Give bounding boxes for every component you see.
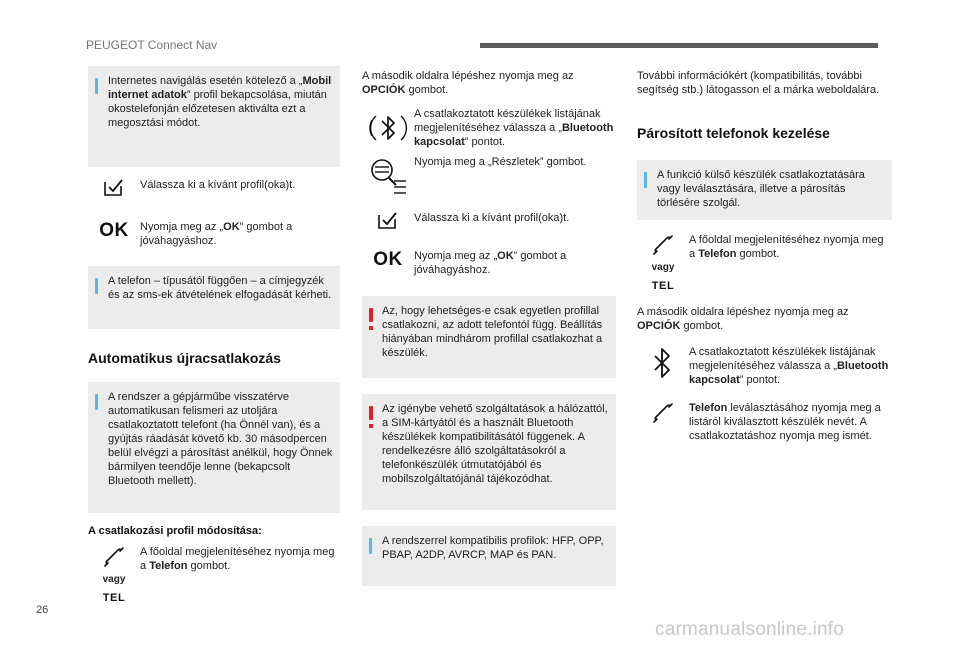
step-text: A főoldal megjelenítéséhez nyomja meg a Telefon gombot. [689, 233, 884, 260]
warning-icon [369, 406, 373, 420]
step-text: Telefon leválasztásához nyomja meg a listáról kiválasztott készülék nevét. A csatlakoztatáshoz nyomja meg ismét. [689, 402, 881, 443]
info-icon [95, 278, 98, 294]
step-ok [362, 250, 616, 278]
phone-icon [652, 234, 674, 256]
step-text: Válassza ki a kívánt profil(oka)t. [140, 179, 296, 191]
info-text: A rendszerrel kompatibilis profilok: HFP, OPP, PBAP, A2DP, AVRCP, MAP és PAN. [382, 534, 604, 561]
step-disconnect [637, 402, 892, 444]
or-label: vagy [102, 573, 126, 585]
tel-button-label: TEL [102, 592, 126, 605]
step-details [362, 156, 616, 196]
header-title: PEUGEOT Connect Nav [86, 38, 218, 52]
step-bluetooth [637, 346, 892, 388]
options-text: A második oldalra lépéshez nyomja meg az OPCIÓK gombot. [637, 306, 849, 333]
info-text: A telefon – típusától függően – a címjegyzék és az sms-ek átvételének elfogadását kérheti. [108, 274, 332, 301]
step-text: Válassza ki a kívánt profil(oka)t. [414, 211, 570, 224]
header-bar [480, 43, 878, 48]
checkbox-icon [378, 212, 398, 230]
watermark: carmanualsonline.info [655, 619, 845, 640]
or-label: vagy [651, 261, 675, 273]
intro-text: További információkért (kompatibilitás, további segítség stb.) látogasson el a márka weboldalára. [637, 70, 880, 96]
step-select-profile [362, 212, 616, 230]
column-2 [362, 70, 616, 586]
info-text: A funkció külső készülék csatlakoztatására vagy leválasztására, illetve a párosítás törlésére szolgál. [657, 168, 865, 209]
section-heading: Párosított telefonok kezelése [637, 124, 830, 141]
step-phone [88, 546, 340, 607]
step-text: Nyomja meg az „OK” gombot a jóváhagyáshoz. [414, 249, 567, 276]
warning-box-services [362, 394, 616, 510]
details-search-icon [368, 156, 408, 196]
step-bluetooth [362, 108, 616, 150]
info-icon [369, 538, 372, 554]
info-icon [644, 172, 647, 188]
ok-icon: OK [373, 248, 403, 270]
info-text: Internetes navigálás esetén kötelező a „Mobil internet adatok” profil bekapcsolása, miután okostelefonján előzetesen aktiválta ezt a megosztási módot. [108, 75, 332, 129]
info-box-auto-reconnect [88, 382, 340, 513]
step-text: Nyomja meg az „OK” gombot a jóváhagyáshoz. [140, 221, 293, 247]
section-heading: Automatikus újracsatlakozás [88, 349, 281, 366]
info-box-compatible-profiles [362, 526, 616, 586]
step-select-profile [88, 179, 340, 197]
warning-icon [369, 308, 373, 322]
phone-icon [103, 546, 125, 568]
step-text: Nyomja meg a „Részletek” gombot. [414, 155, 587, 168]
subheading: A csatlakozási profil módosítása: [88, 524, 262, 537]
step-text: A csatlakoztatott készülékek listájának megjelenítéséhez válassza a „Bluetooth kapcsolat” pontot. [414, 107, 614, 148]
bluetooth-icon [368, 108, 408, 148]
info-box-contacts [88, 266, 340, 329]
step-phone [637, 234, 892, 295]
step-text: A csatlakoztatott készülékek listájának megjelenítéséhez válassza a „Bluetooth kapcsolat” pontot. [689, 346, 889, 387]
warning-box-profiles [362, 296, 616, 378]
ok-icon: OK [99, 220, 129, 241]
column-1 [88, 66, 340, 606]
intro-text: A második oldalra lépéshez nyomja meg az OPCIÓK gombot. [362, 70, 574, 96]
info-box-paired-phones [637, 160, 892, 220]
bluetooth-icon [652, 346, 674, 380]
tel-button-label: TEL [651, 280, 675, 293]
step-ok [88, 221, 340, 249]
page-number: 26 [36, 604, 49, 616]
step-text: A főoldal megjelenítéséhez nyomja meg a Telefon gombot. [140, 545, 335, 572]
checkbox-icon [104, 179, 124, 197]
phone-icon [652, 402, 674, 424]
warning-text: Az igénybe vehető szolgáltatások a hálózattól, a SIM-kártyától és a használt Bluetooth készülékek kompatibilitásától függenek. A rendelkezésre álló szolgáltatásokról a telefonkészülék útmutatójából és mobilszolgáltatójánál tájékozódhat. [382, 402, 608, 485]
info-icon [95, 78, 98, 94]
warning-text: Az, hogy lehetséges-e csak egyetlen profillal csatlakozni, az adott telefontól függ. Beállítás hiányában mindhárom profillal csatlakozhat a készülék. [382, 304, 603, 359]
info-text: A rendszer a gépjárműbe visszatérve automatikusan felismeri az utoljára csatlakoztatott telefont (ha Önnél van), és a gyújtás ráadását követő kb. 30 másodpercen belül elvégzi a párosítást anélkül, hogy Önnek bármilyen teendője lenne (bekapcsolt Bluetooth mellett). [108, 390, 333, 487]
info-icon [95, 394, 98, 410]
column-3 [637, 70, 892, 444]
info-box-mobile-data [88, 66, 340, 167]
